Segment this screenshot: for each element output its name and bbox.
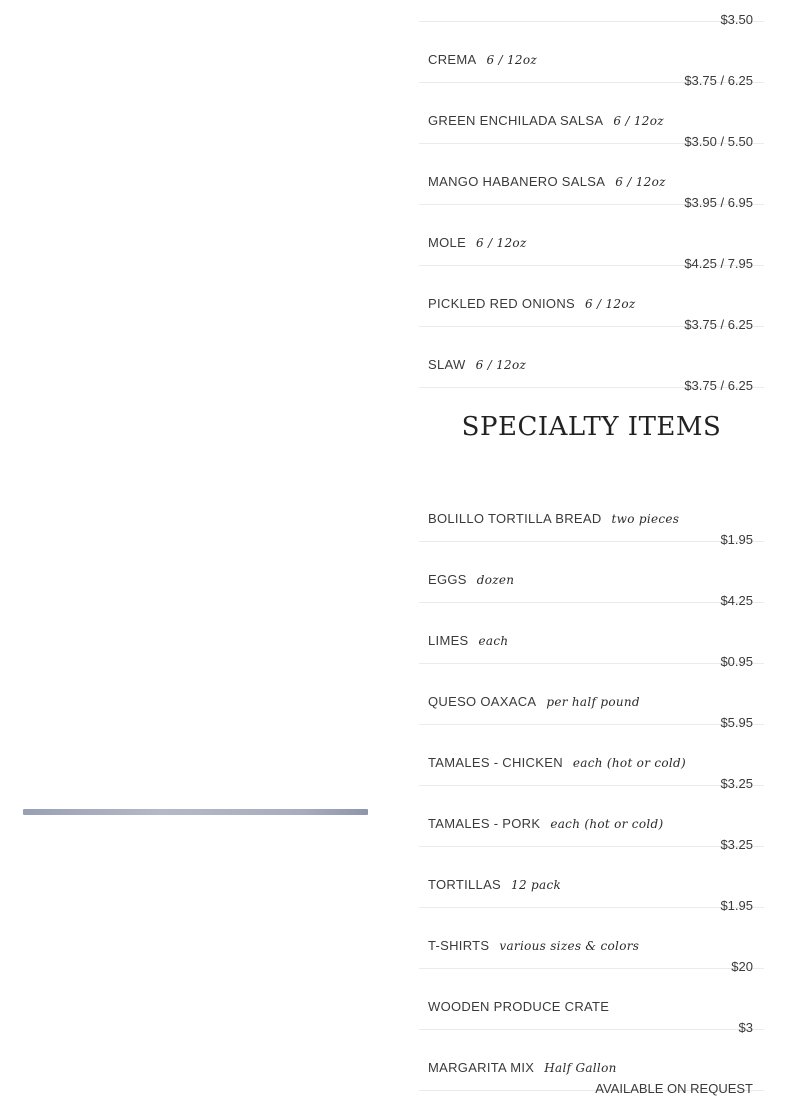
menu-item — [419, 908, 764, 974]
menu-item-title: LIMES — [428, 633, 469, 648]
menu-item-note: 6 / 12oz — [476, 236, 527, 250]
menu-item — [419, 969, 764, 1035]
menu-item-name — [428, 633, 508, 648]
menu-item-note: 6 / 12oz — [475, 358, 527, 372]
menu-item-name — [428, 1060, 617, 1075]
menu-item-name — [428, 511, 679, 526]
menu-item-price: $3.50 / 5.50 — [684, 134, 753, 149]
image-placeholder-divider — [23, 809, 368, 815]
menu-item-note: two pieces — [611, 512, 680, 526]
menu-item-note: Half Gallon — [544, 1061, 617, 1075]
menu-item-title: CREMA — [428, 52, 477, 67]
menu-item — [419, 205, 764, 271]
menu-item-title: PICKLED RED ONIONS — [428, 296, 575, 311]
menu-item-note: each — [478, 634, 509, 648]
menu-item-price: $5.95 — [720, 715, 753, 730]
menu-item-title: MOLE — [428, 235, 467, 250]
menu-item — [419, 481, 764, 547]
menu-item-name — [428, 816, 663, 831]
menu-item-note: dozen — [476, 573, 515, 587]
menu-item-title: TORTILLAS — [428, 877, 502, 892]
menu-item-note: 6 / 12oz — [613, 114, 664, 128]
menu-item-price: $3.75 / 6.25 — [684, 317, 753, 332]
menu-item-price: $20 — [731, 959, 753, 974]
menu-item-title: MANGO HABANERO SALSA — [428, 174, 606, 189]
menu-item-name — [428, 296, 636, 311]
menu-item-note: 6 / 12oz — [584, 297, 636, 311]
menu-item-note: various sizes & colors — [499, 939, 640, 953]
menu-item-title: T-SHIRTS — [428, 938, 490, 953]
menu-item-price: $3.75 / 6.25 — [684, 73, 753, 88]
menu-item-title: QUESO OAXACA — [428, 694, 537, 709]
menu-item-note: 12 pack — [511, 878, 562, 892]
menu-item-name — [428, 999, 619, 1014]
menu-item — [419, 0, 764, 27]
menu-item-name — [428, 877, 561, 892]
section-heading: SPECIALTY ITEMS — [461, 412, 722, 442]
menu-item-note: 6 / 12oz — [486, 53, 537, 67]
menu-item-name — [428, 0, 438, 6]
sauces-list — [419, 0, 764, 393]
menu-item-price: $3.25 — [720, 776, 753, 791]
menu-item-title: TAMALES - PORK — [428, 816, 541, 831]
menu-item-note: each (hot or cold) — [572, 756, 687, 770]
menu-item-name — [428, 357, 526, 372]
menu-item-title: EGGS — [428, 572, 467, 587]
menu-item-name — [428, 938, 639, 953]
menu-item-price: $4.25 — [720, 593, 753, 608]
menu-item — [419, 786, 764, 852]
menu-item-name — [428, 572, 514, 587]
menu-item-name — [428, 52, 537, 67]
menu-item — [419, 266, 764, 332]
menu-item-title: GREEN ENCHILADA SALSA — [428, 113, 604, 128]
menu-item — [419, 83, 764, 149]
menu-item — [419, 327, 764, 393]
menu-item-price: $1.95 — [720, 532, 753, 547]
menu-item-title: BOLILLO TORTILLA BREAD — [428, 511, 602, 526]
menu-item-name — [428, 694, 640, 709]
menu-item-price: $3.50 — [720, 12, 753, 27]
menu-item — [419, 847, 764, 913]
menu-item — [419, 664, 764, 730]
menu-item-name — [428, 174, 666, 189]
menu-item-price: $0.95 — [720, 654, 753, 669]
menu-item-price: $3 — [738, 1020, 753, 1035]
menu-item-price: $3.25 — [720, 837, 753, 852]
menu-item — [419, 542, 764, 608]
menu-item — [419, 22, 764, 88]
menu-item — [419, 725, 764, 791]
menu-item — [419, 1030, 764, 1096]
menu-item-name — [428, 235, 527, 250]
menu-item-title: MARGARITA MIX — [428, 1060, 535, 1075]
menu-item-note: each (hot or cold) — [550, 817, 664, 831]
menu-item-title: TAMALES - CHICKEN — [428, 755, 563, 770]
menu-item-name — [428, 113, 664, 128]
menu-item-price: $3.95 / 6.95 — [684, 195, 753, 210]
menu-item — [419, 603, 764, 669]
menu-item-price: $3.75 / 6.25 — [684, 378, 753, 393]
menu-item-title: WOODEN PRODUCE CRATE — [428, 999, 610, 1014]
specialty-items-list — [419, 481, 764, 1096]
menu-item-price: $1.95 — [720, 898, 753, 913]
menu-item-price: $4.25 / 7.95 — [684, 256, 753, 271]
menu-item-note: 6 / 12oz — [615, 175, 666, 189]
menu-item-price: AVAILABLE ON REQUEST — [595, 1081, 753, 1096]
menu-item-name — [428, 755, 686, 770]
menu-item-note: per half pound — [546, 695, 640, 709]
menu-item-title: SLAW — [428, 357, 466, 372]
menu-item — [419, 144, 764, 210]
